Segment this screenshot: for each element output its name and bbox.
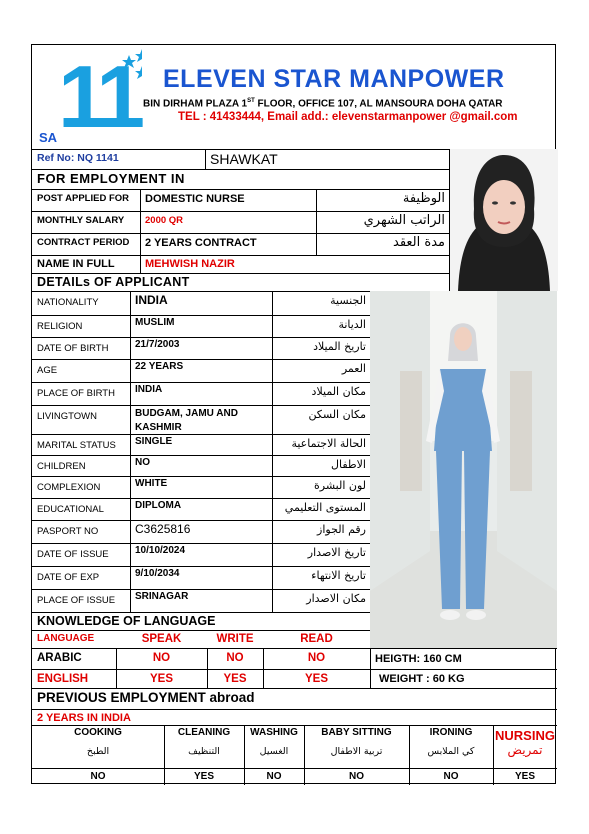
ref-code: SHAWKAT [210, 151, 278, 167]
detail-arabic: تاريخ الاصدار [307, 546, 366, 559]
employment-heading: FOR EMPLOYMENT IN [37, 171, 185, 186]
detail-value: 9/10/2034 [135, 568, 180, 579]
employment-label: CONTRACT PERIOD [37, 237, 130, 248]
detail-label: EDUCATIONAL [37, 504, 104, 515]
employment-arabic: الوظيفة [402, 191, 445, 206]
detail-value: C3625816 [135, 522, 191, 536]
language-speak: YES [149, 673, 173, 685]
detail-value: 10/10/2024 [135, 545, 186, 556]
language-write: NO [226, 652, 244, 664]
detail-arabic: مكان السكن [308, 408, 366, 421]
skill-arabic: كي الملابس [427, 746, 475, 757]
logo-sa: SA [39, 130, 58, 145]
detail-label: DATE OF BIRTH [37, 343, 109, 354]
company-address [143, 98, 503, 109]
detail-arabic: مكان الاصدار [306, 592, 366, 605]
previous-experience: 2 YEARS IN INDIA [37, 712, 131, 724]
detail-label: PLACE OF ISSUE [37, 595, 116, 606]
details-heading: DETAILs OF APPLICANT [37, 275, 190, 289]
skill-value: YES [514, 771, 535, 782]
detail-arabic: الديانة [338, 318, 366, 331]
skill-name: CLEANING [177, 727, 231, 738]
language-read: YES [304, 673, 328, 685]
detail-arabic: الاطفال [331, 458, 366, 471]
skill-value: YES [193, 771, 214, 782]
skill-arabic: تمريض [507, 743, 543, 757]
previous-heading: PREVIOUS EMPLOYMENT abroad [37, 690, 255, 705]
detail-arabic: تاريخ الانتهاء [311, 569, 366, 582]
employment-label: MONTHLY SALARY [37, 215, 125, 226]
skill-arabic: الطبخ [86, 746, 110, 757]
detail-arabic: المستوى التعليمي [284, 501, 366, 514]
skill-name: COOKING [74, 727, 122, 738]
full-body-illustration [370, 291, 557, 648]
detail-label: CHILDREN [37, 461, 86, 472]
employment-value: 2 YEARS CONTRACT [145, 237, 257, 249]
detail-label: RELIGION [37, 321, 83, 332]
language-write: YES [223, 673, 247, 685]
detail-arabic: الحالة الاجتماعية [291, 437, 366, 450]
detail-value: SINGLE [135, 436, 173, 447]
language-header: READ [300, 633, 333, 645]
language-heading: KNOWLEDGE OF LANGUAGE [37, 614, 216, 628]
detail-arabic: لون البشرة [314, 479, 366, 492]
skill-name: BABY SITTING [321, 727, 392, 738]
language-read: NO [307, 652, 326, 664]
detail-label: PASPORT NO [37, 526, 99, 537]
detail-arabic: الجنسية [330, 294, 366, 307]
company-contact: TEL : 41433444, Email add.: elevenstarmanpower @gmail.com [178, 111, 518, 123]
detail-value: NO [135, 457, 150, 468]
skill-value: NO [443, 771, 459, 782]
language-header: LANGUAGE [37, 633, 95, 644]
skill-value: NO [266, 771, 282, 782]
employment-arabic: الراتب الشهري [363, 213, 445, 228]
language-header: WRITE [216, 633, 254, 645]
language-lang: ARABIC [37, 652, 82, 664]
name-value: MEHWISH NAZIR [145, 258, 235, 270]
company-name: ELEVEN STAR MANPOWER [163, 65, 505, 93]
skill-name: IRONING [429, 727, 473, 738]
detail-label: PLACE OF BIRTH [37, 388, 115, 399]
detail-label: LIVINGTOWN [37, 411, 97, 422]
ref-number: Ref No: NQ 1141 [37, 152, 119, 164]
detail-label: COMPLEXION [37, 482, 101, 493]
detail-label: AGE [37, 365, 58, 376]
detail-label: DATE OF EXP [37, 572, 100, 583]
detail-value: SRINAGAR [135, 591, 189, 602]
detail-arabic: تاريخ الميلاد [313, 340, 366, 353]
employment-value: DOMESTIC NURSE [145, 193, 245, 205]
full-body-photo [370, 291, 557, 648]
employment-arabic: مدة العقد [393, 235, 445, 250]
detail-value: INDIA [135, 293, 168, 307]
language-header: SPEAK [141, 633, 182, 645]
name-label: NAME IN FULL [37, 258, 115, 270]
detail-value: WHITE [135, 478, 168, 489]
skill-arabic: الغسيل [259, 746, 289, 757]
logo [32, 45, 142, 145]
skill-value: NO [90, 771, 106, 782]
skill-arabic: تربية الاطفال [330, 746, 383, 757]
skill-name: WASHING [250, 727, 298, 738]
detail-label: DATE OF ISSUE [37, 549, 109, 560]
skill-arabic: التنظيف [188, 746, 220, 757]
address-sup: ST [247, 98, 255, 104]
portrait-photo [449, 149, 558, 291]
detail-arabic: رقم الجواز [317, 523, 366, 536]
weight-value: WEIGHT : 60 KG [379, 673, 465, 685]
detail-value: 21/7/2003 [135, 339, 180, 350]
detail-label: NATIONALITY [37, 297, 99, 308]
language-speak: NO [152, 652, 171, 664]
cv-page [31, 44, 556, 784]
detail-arabic: العمر [341, 362, 366, 375]
skill-name: NURSING [495, 728, 555, 743]
detail-value: BUDGAM, JAMU AND KASHMIR [135, 408, 238, 433]
detail-value: DIPLOMA [135, 500, 182, 511]
detail-value: INDIA [135, 384, 163, 395]
detail-label: MARITAL STATUS [37, 440, 116, 451]
employment-value: 2000 QR [145, 215, 184, 226]
detail-value: 22 YEARS [135, 361, 184, 372]
address-text-rest: FLOOR, OFFICE 107, AL MANSOURA DOHA QATAR [254, 98, 503, 110]
language-lang: ENGLISH [37, 673, 89, 685]
detail-value: MUSLIM [135, 317, 175, 328]
detail-arabic: مكان الميلاد [311, 385, 366, 398]
portrait-illustration [450, 149, 558, 291]
logo-number: 11 [58, 47, 140, 146]
skill-value: NO [349, 771, 364, 782]
employment-label: POST APPLIED FOR [37, 193, 130, 204]
address-text: BIN DIRHAM PLAZA 1 [143, 98, 248, 110]
height-value: HEIGTH: 160 CM [375, 653, 462, 665]
